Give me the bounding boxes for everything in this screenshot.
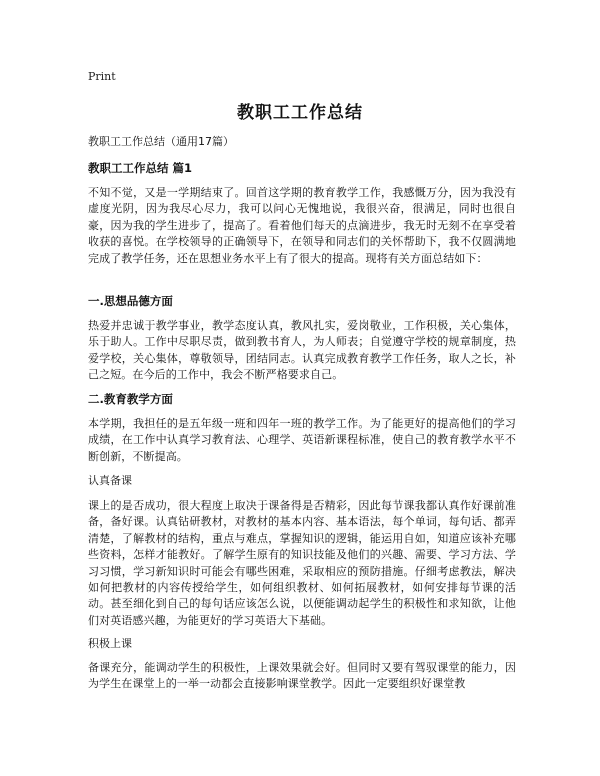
subheading-prepare: 认真备课 bbox=[88, 474, 132, 487]
subheading-class: 积极上课 bbox=[88, 637, 132, 650]
document-title: 教职工工作总结 bbox=[237, 103, 363, 123]
heading-moral: 一.思想品德方面 bbox=[88, 294, 173, 308]
section-heading: 教职工工作总结 篇1 bbox=[88, 161, 193, 175]
teaching-paragraph: 本学期，我担任的是五年级一班和四年一班的教学工作。为了能更好的提高他们的学习成绩，在工作中认真学习教育法、心理学、英语新课程标准，使自己的教育教学水平不断创新，不断提高。 bbox=[88, 417, 516, 463]
print-label[interactable]: Print bbox=[88, 70, 116, 83]
document-subtitle: 教职工工作总结（通用17篇） bbox=[88, 135, 234, 148]
moral-paragraph: 热爱并忠诚于教学事业，教学态度认真，教风扎实，爱岗敬业，工作积极，关心集体，乐于助人。工作中尽职尽责，做到教书育人，为人师表；自觉遵守学校的规章制度，热爱学校，关心集体，尊敬领导，团结同志。认真完成教育教学工作任务，取人之长，补己之短。在今后的工作中，我会不断严格要求自己。 bbox=[88, 319, 516, 382]
intro-paragraph: 不知不觉，又是一学期结束了。回首这学期的教育教学工作，我感慨万分，因为我没有虚度光阴，因为我尽心尽力，我可以问心无愧地说，我很兴奋，很满足，同时也很自豪，因为我的学生进步了，提高了。看着他们每天的点滴进步，我无时无刻不在享受着收获的喜悦。在学校领导的正确领导下，在领导和同志们的关怀帮助下，我不仅圆满地完成了教学任务，还在思想业务水平上有了很大的提高。现将有关方面总结如下： bbox=[88, 186, 516, 265]
class-paragraph: 备课充分，能调动学生的积极性，上课效果就会好。但同时又要有驾驭课堂的能力，因为学生在课堂上的一举一动都会直接影响课堂教学。因此一定要组织好课堂教 bbox=[88, 661, 516, 691]
prepare-paragraph: 课上的是否成功，很大程度上取决于课备得是否精彩，因此每节课我都认真作好课前准备，备好课。认真钻研教材，对教材的基本内容、基本语法，每个单词，每句话、都弄清楚，了解教材的结构，重点与难点，掌握知识的逻辑，能运用自如，知道应该补充哪些资料，怎样才能教好。了解学生原有的知识技能及他们的兴趣、需要、学习方法、学习习惯，学习新知识时可能会有哪些困难，采取相应的预防措施。仔细考虑教法，解决如何把教材的内容传授给学生，如何组织教材、如何拓展教材，如何安排每节课的活动。甚至细化到自己的每句话应该怎么说，以便能调动起学生的积极性和求知欲，让他们对英语感兴趣，为能更好的学习英语大下基础。 bbox=[88, 499, 516, 627]
heading-teaching: 二.教育教学方面 bbox=[88, 392, 173, 406]
